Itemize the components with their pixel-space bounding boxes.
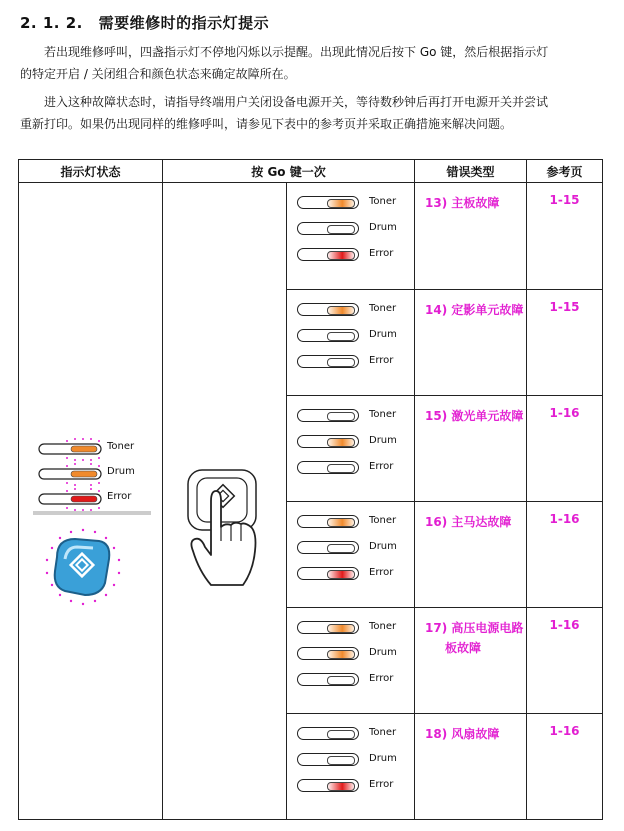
label-error: Error [369,673,394,684]
label-error: Error [369,779,394,790]
led-combo-cell [287,183,415,290]
lamp-error [327,251,355,260]
error-type-cell [415,183,527,290]
led-error [297,355,359,368]
led-combo-cell [287,608,415,714]
error-type-cell [415,502,527,608]
lamp-drum [327,225,355,234]
header-error-type: 错误类型 [415,160,527,183]
maintenance-led-table [18,159,603,820]
led-error [297,461,359,474]
lamp-drum [327,650,355,659]
lamp-toner [327,518,355,527]
lamp-error [327,358,355,367]
label-drum: Drum [369,222,397,233]
ref-page: 1-16 [549,724,580,738]
label-error: Error [369,355,394,366]
led-drum [297,222,359,235]
label-error: Error [369,248,394,259]
section-title: 需要维修时的指示灯提示 [98,14,270,32]
led-drum [297,329,359,342]
ref-page: 1-15 [549,300,580,314]
ref-page: 1-15 [549,193,580,207]
label-toner: Toner [369,196,397,207]
led-toner [297,621,359,634]
lamp-toner [327,306,355,315]
led-combo-cell [287,290,415,396]
ref-page: 1-16 [549,406,580,420]
blink-label-toner: Toner [107,441,135,452]
label-toner: Toner [369,303,397,314]
led-error [297,779,359,792]
blinking-led-panel [37,438,157,522]
led-drum [297,753,359,766]
paragraph-2 [20,91,610,135]
led-toner [297,196,359,209]
label-toner: Toner [369,515,397,526]
led-drum [297,541,359,554]
label-toner: Toner [369,409,397,420]
led-error [297,673,359,686]
error-text: 14) 定影单元故障 [425,303,524,317]
lamp-error [327,570,355,579]
error-text: 15) 激光单元故障 [425,409,524,423]
ref-page-cell [527,183,603,290]
table-row [19,183,603,290]
paragraph-1-line-1: 若出现维修呼叫，四盏指示灯不停地闪烁以示提醒。出现此情况后按下 Go 键，然后根据指示灯 [44,45,549,59]
header-ref-page: 参考页 [527,160,603,183]
error-text: 13) 主板故障 [425,196,500,210]
label-error: Error [369,461,394,472]
label-toner: Toner [369,621,397,632]
led-drum [297,435,359,448]
ref-page: 1-16 [549,618,580,632]
label-drum: Drum [369,647,397,658]
error-type-cell [415,396,527,502]
paragraph-1 [20,41,610,85]
section-heading [20,12,269,33]
error-type-cell [415,714,527,820]
blink-label-drum: Drum [107,466,135,477]
table-header-row [19,160,603,183]
led-toner [297,727,359,740]
lamp-error [327,782,355,791]
label-drum: Drum [369,541,397,552]
go-button-blinking-icon [43,527,123,607]
lamp-error [327,676,355,685]
ref-page-cell [527,608,603,714]
lamp-error [327,464,355,473]
paragraph-2-line-2: 重新打印。如果仍出现同样的维修呼叫，请参见下表中的参考页并采取正确措施来解决问题。 [20,117,513,131]
header-press-go: 按 Go 键一次 [163,160,415,183]
error-text-cont: 板故障 [445,641,482,655]
label-drum: Drum [369,435,397,446]
led-drum [297,647,359,660]
lamp-toner [327,624,355,633]
led-combo-cell [287,502,415,608]
led-error [297,248,359,261]
lamp-toner [327,412,355,421]
lamp-drum [327,544,355,553]
led-error [297,567,359,580]
led-toner [297,515,359,528]
lamp-drum [327,756,355,765]
label-drum: Drum [369,753,397,764]
led-combo-cell [287,714,415,820]
paragraph-1-line-2: 的特定开启 / 关闭组合和颜色状态来确定故障所在。 [20,67,296,81]
ref-page-cell [527,714,603,820]
blinking-leds-icon [37,438,157,518]
press-go-cell [163,183,287,820]
label-toner: Toner [369,727,397,738]
led-toner [297,303,359,316]
lamp-drum [327,332,355,341]
error-type-cell [415,290,527,396]
blink-label-error: Error [107,491,132,502]
led-combo-cell [287,396,415,502]
header-status: 指示灯状态 [19,160,163,183]
error-text: 16) 主马达故障 [425,515,512,529]
lamp-drum [327,438,355,447]
section-number: 2. 1. 2. [20,14,83,32]
status-cell [19,183,163,820]
ref-page-cell [527,290,603,396]
ref-page-cell [527,502,603,608]
ref-page-cell [527,396,603,502]
lamp-toner [327,730,355,739]
ref-page: 1-16 [549,512,580,526]
led-toner [297,409,359,422]
paragraph-2-line-1: 进入这种故障状态时，请指导终端用户关闭设备电源开关，等待数秒钟后再打开电源开关并尝试 [44,95,549,109]
error-text: 17) 高压电源电路 [425,621,524,635]
label-error: Error [369,567,394,578]
lamp-toner [327,199,355,208]
error-type-cell [415,608,527,714]
finger-press-go-icon [185,467,265,592]
error-text: 18) 风扇故障 [425,727,500,741]
label-drum: Drum [369,329,397,340]
